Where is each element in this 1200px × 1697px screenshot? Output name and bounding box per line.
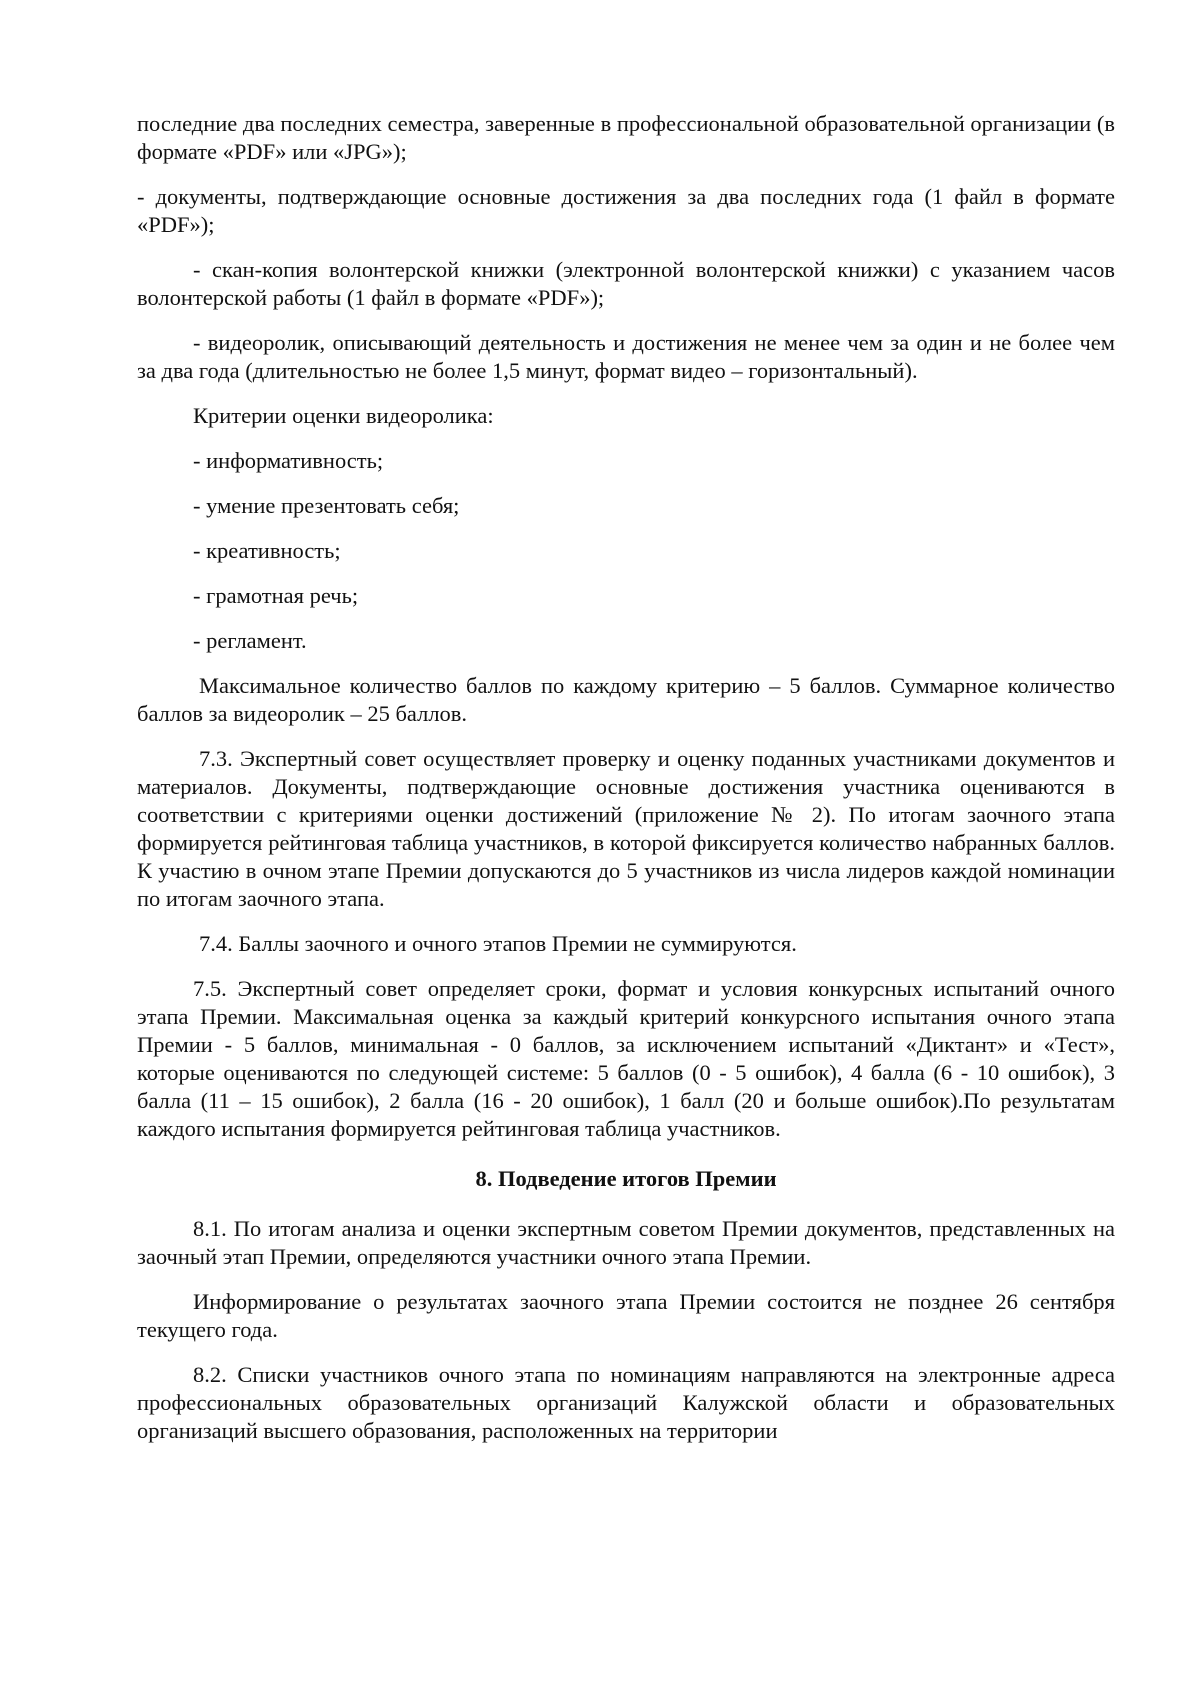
criterion-creativity: - креативность; [193,538,341,563]
clause-8-2: 8.2. Списки участников очного этапа по номинациям направляются на электронные адреса профессиональных образовательных организаций Калужской области и образовательных организаций высшего образования, расположенных на территории [137,1362,1115,1443]
list-item-video: - видеоролик, описывающий деятельность и достижения не менее чем за один и не более чем за два года (длительностью не более 1,5 минут, формат видео – горизонтальный). [137,330,1115,383]
clause-7-4: 7.4. Баллы заочного и очного этапов Премии не суммируются. [199,931,797,956]
paragraph-max-score: Максимальное количество баллов по каждому критерию – 5 баллов. Суммарное количество баллов за видеоролик – 25 баллов. [137,673,1115,726]
criterion-informativeness: - информативность; [193,448,384,473]
video-criteria-heading: Критерии оценки видеоролика: [193,403,494,428]
list-item-volunteer-book: - скан-копия волонтерской книжки (электронной волонтерской книжки) с указанием часов волонтерской работы (1 файл в формате «PDF»); [137,257,1115,310]
criterion-self-presentation: - умение презентовать себя; [193,493,460,518]
paragraph-grades-continuation: последние два последних семестра, заверенные в профессиональной образовательной организации (в формате «PDF» или «JPG»); [137,111,1115,164]
clause-7-5: 7.5. Экспертный совет определяет сроки, формат и условия конкурсных испытаний очного этапа Премии. Максимальная оценка за каждый критерий конкурсного испытания очного этапа Премии - 5 баллов, минимальная - 0 баллов, за исключением испытаний «Диктант» и «Тест», которые оцениваются по следующей системе: 5 баллов (0 - 5 ошибок), 4 балла (6 - 10 ошибок), 3 балла (11 – 15 ошибок), 2 балла (16 - 20 ошибок), 1 балл (20 и больше ошибок).По результатам каждого испытания формируется рейтинговая таблица участников. [137,976,1115,1141]
document-body [137,110,1115,1462]
clause-7-3: 7.3. Экспертный совет осуществляет проверку и оценку поданных участниками документов и материалов. Документы, подтверждающие основные достижения участника оцениваются в соответствии с критериями оценки достижений (приложение № 2). По итогам заочного этапа формируется рейтинговая таблица участников, в которой фиксируется количество набранных баллов. К участию в очном этапе Премии допускаются до 5 участников из числа лидеров каждой номинации по итогам заочного этапа. [137,746,1115,911]
criterion-time-limit: - регламент. [193,628,307,653]
list-item-achievements-documents: - документы, подтверждающие основные достижения за два последних года (1 файл в формате «PDF»); [137,184,1115,237]
clause-8-1: 8.1. По итогам анализа и оценки экспертным советом Премии документов, представленных на заочный этап Премии, определяются участники очного этапа Премии. [137,1216,1115,1269]
criterion-literate-speech: - грамотная речь; [193,583,359,608]
paragraph-results-informing: Информирование о результатах заочного этапа Премии состоится не позднее 26 сентября текущего года. [137,1289,1115,1342]
section-heading-8: 8. Подведение итогов Премии [475,1166,777,1191]
